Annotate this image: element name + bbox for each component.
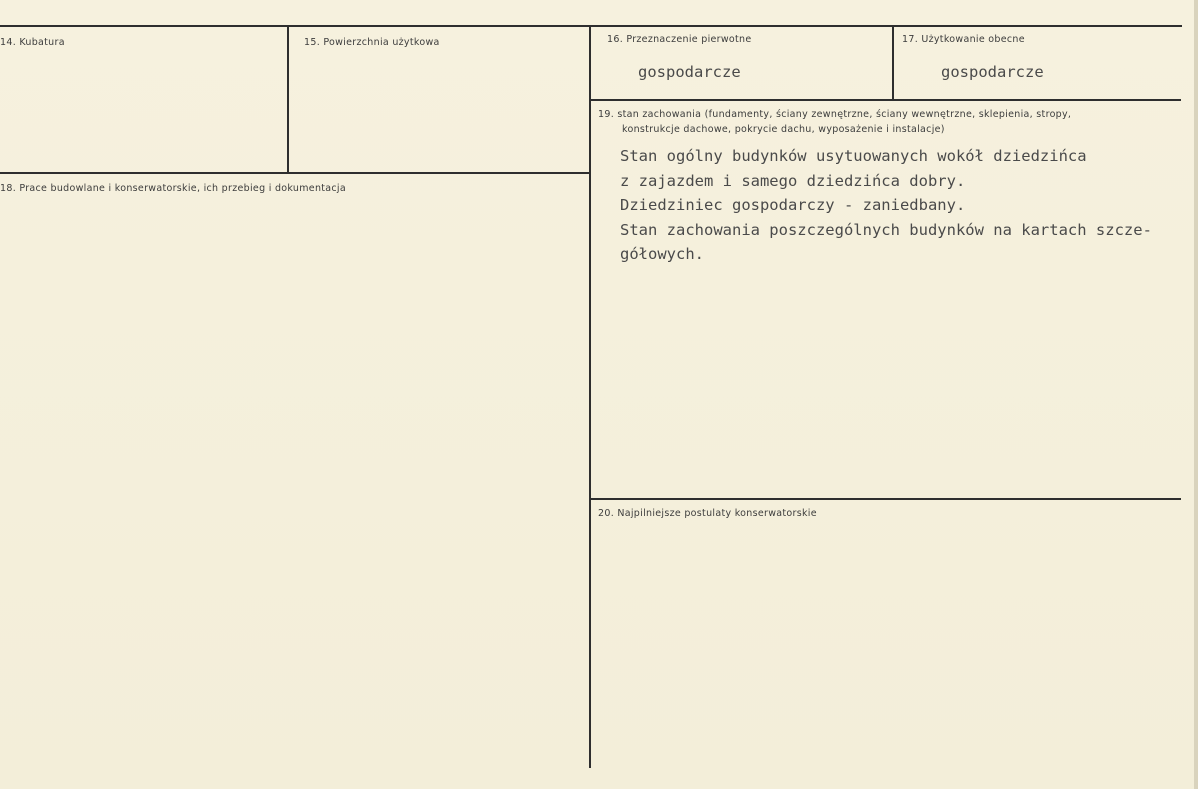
field-16-label: 16. Przeznaczenie pierwotne	[607, 34, 752, 45]
field-18-label: 18. Prace budowlane i konserwatorskie, ich przebieg i dokumentacja	[0, 183, 346, 194]
field-19-line: Stan zachowania poszczególnych budynków na kartach szcze-	[620, 220, 1152, 239]
divider-left-right	[589, 26, 591, 768]
field-16-value: gospodarcze	[638, 63, 741, 81]
field-19-label-line2: konstrukcje dachowe, pokrycie dachu, wyposażenie i instalacje)	[622, 124, 945, 135]
divider-14-15	[287, 26, 289, 173]
field-14-label: 14. Kubatura	[0, 37, 65, 48]
rule-above-20	[590, 498, 1181, 500]
field-17-label: 17. Użytkowanie obecne	[902, 34, 1025, 45]
paper-edge	[1194, 0, 1198, 789]
field-20-label: 20. Najpilniejsze postulaty konserwatorskie	[598, 508, 817, 519]
divider-16-17	[892, 26, 894, 100]
field-19-label-line1: 19. stan zachowania (fundamenty, ściany zewnętrzne, ściany wewnętrzne, sklepienia, stropy,	[598, 109, 1072, 120]
field-17-value: gospodarcze	[941, 63, 1044, 81]
field-19-line: Dziedziniec gospodarczy - zaniedbany.	[620, 196, 966, 214]
field-19-line: z zajazdem i samego dziedzińca dobry.	[620, 171, 966, 190]
field-19-text	[620, 144, 1152, 267]
field-19-line: gółowych.	[620, 245, 704, 263]
top-rule	[0, 25, 1182, 27]
field-19-line: Stan ogólny budynków usytuowanych wokół dziedzińca	[620, 147, 1087, 165]
field-15-label: 15. Powierzchnia użytkowa	[304, 37, 440, 48]
rule-under-14-15	[0, 172, 590, 174]
rule-under-16-17	[590, 99, 1181, 101]
